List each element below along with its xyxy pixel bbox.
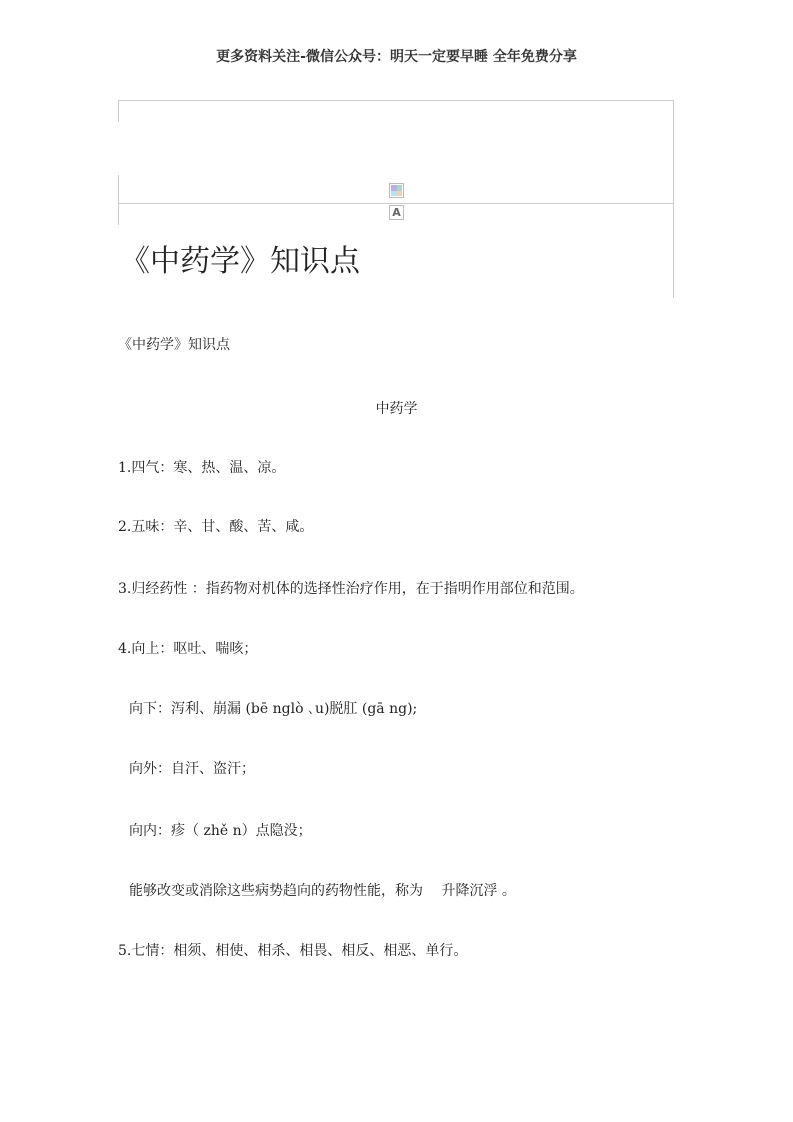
- list-item: 向外：自汗、盗汗；: [129, 761, 255, 777]
- list-item: 向下：泻利、崩漏 (bē nglò ､u)脱肛 (gā ng);: [129, 701, 418, 717]
- list-item: 4.向上：呕吐、喘咳；: [118, 641, 258, 657]
- list-item: 2.五味：辛、甘、酸、苦、咸。: [118, 519, 314, 535]
- text-placeholder-icon: A: [389, 205, 404, 220]
- document-title: 《中药学》知识点: [120, 244, 360, 279]
- page-header: 更多资料关注-微信公众号：明天一定要早睡 全年免费分享: [216, 49, 577, 65]
- list-item: 1.四气：寒、热、温、凉。: [118, 460, 286, 476]
- list-item: 5.七情：相须、相使、相杀、相畏、相反、相恶、单行。: [118, 943, 468, 959]
- list-item: 3.归经药性 ：指药物对机体的选择性治疗作用，在于指明作用部位和范围。: [118, 581, 584, 597]
- section-heading: 中药学: [375, 401, 418, 417]
- image-placeholder-icon: [389, 183, 404, 198]
- list-item: 向内：疹（ zhě n）点隐没；: [129, 823, 312, 839]
- list-item: 能够改变或消除这些病势趋向的药物性能，称为 升降沉浮 。: [129, 883, 516, 899]
- subtitle: 《中药学》知识点: [118, 337, 230, 353]
